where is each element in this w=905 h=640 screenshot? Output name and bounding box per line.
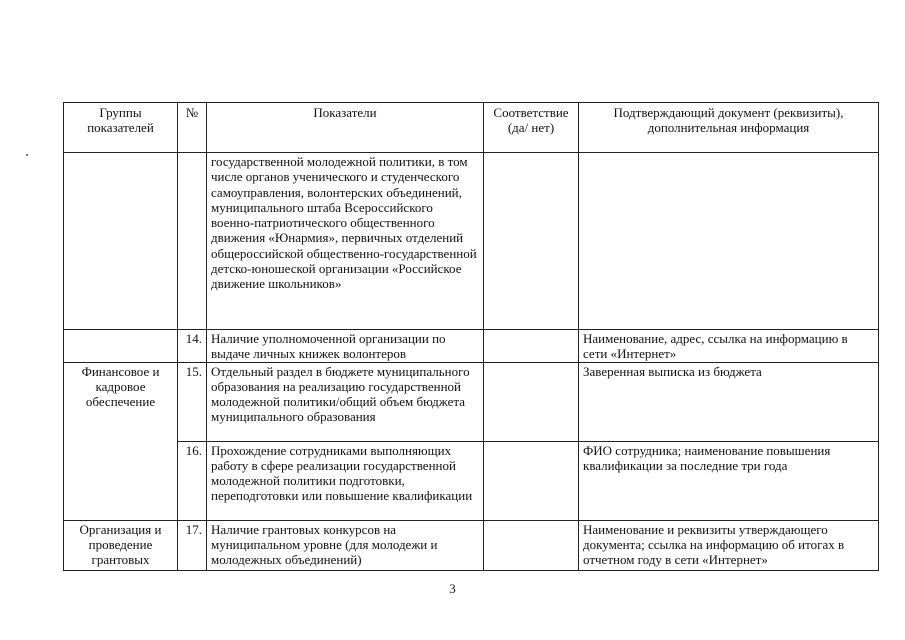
scan-speck: [26, 154, 28, 156]
row-indicator: Наличие уполномоченной организации по выдаче личных книжек волонтеров: [207, 330, 484, 363]
row-compliance: [484, 441, 579, 520]
table-row: [64, 441, 879, 520]
row-compliance: [484, 153, 579, 330]
table-row: [64, 330, 879, 363]
row-number: 17.: [178, 520, 207, 570]
row-indicator: государственной молодежной политики, в том числе органов ученического и студенческого самоуправления, волонтерских объединений, муниципального штаба Всероссийского военно-патриотического общественного движения «Юнармия», первичных отделений общероссийской общественно-государственной детско-юношеской организации «Российское движение школьников»: [207, 153, 484, 330]
row-group: [64, 153, 178, 330]
header-number: №: [178, 103, 207, 153]
row-document: [579, 153, 879, 330]
row-group: [64, 330, 178, 363]
row-indicator: Прохождение сотрудниками выполняющих работу в сфере реализации государственной молодежной политики подготовки, переподготовки или повышение квалификации: [207, 441, 484, 520]
header-groups: Группы показателей: [64, 103, 178, 153]
table-row: [64, 520, 879, 570]
header-document: Подтверждающий документ (реквизиты), дополнительная информация: [579, 103, 879, 153]
row-compliance: [484, 330, 579, 363]
row-document: ФИО сотрудника; наименование повышения квалификации за последние три года: [579, 441, 879, 520]
header-compliance: Соответствие (да/ нет): [484, 103, 579, 153]
header-indicators: Показатели: [207, 103, 484, 153]
row-group: Организация и проведение грантовых: [64, 520, 178, 570]
row-indicator: Отдельный раздел в бюджете муниципального образования на реализацию государственной молодежной политики/общий объем бюджета муниципального образования: [207, 362, 484, 441]
row-number: 14.: [178, 330, 207, 363]
table-row: [64, 153, 879, 330]
page-number: 3: [449, 581, 456, 596]
row-number: 16.: [178, 441, 207, 520]
row-number: 15.: [178, 362, 207, 441]
row-compliance: [484, 520, 579, 570]
row-document: Наименование, адрес, ссылка на информацию в сети «Интернет»: [579, 330, 879, 363]
indicators-table: [63, 102, 879, 571]
row-group: Финансовое и кадровое обеспечение: [64, 362, 178, 520]
table-header-row: [64, 103, 879, 153]
row-indicator: Наличие грантовых конкурсов на муниципальном уровне (для молодежи и молодежных объединений): [207, 520, 484, 570]
row-compliance: [484, 362, 579, 441]
row-number: [178, 153, 207, 330]
row-document: Заверенная выписка из бюджета: [579, 362, 879, 441]
row-document: Наименование и реквизиты утверждающего документа; ссылка на информацию об итогах в отчетном году в сети «Интернет»: [579, 520, 879, 570]
table-row: [64, 362, 879, 441]
